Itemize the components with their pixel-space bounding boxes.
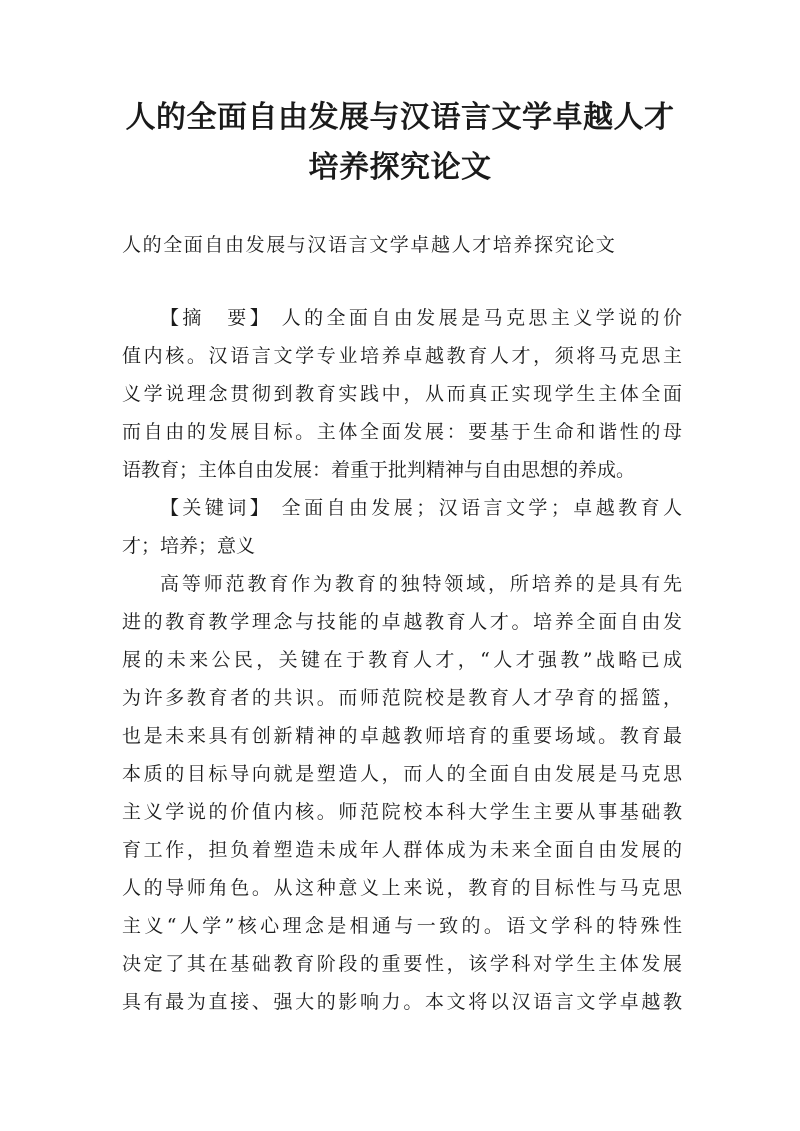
abstract-line: 【摘 要】 人的全面自由发展是马克思主义学说的价: [160, 307, 682, 329]
body-line: 具有最为直接、强大的影响力。本文将以汉语言文学卓越教: [122, 991, 682, 1013]
body-line: 为许多教育者的共识。而师范院校是教育人才孕育的摇篮，: [122, 687, 682, 709]
body-line: 也是未来具有创新精神的卓越教师培育的重要场域。教育最: [122, 725, 682, 747]
body-line: 主义学说的价值内核。师范院校本科大学生主要从事基础教: [122, 801, 682, 823]
body-line: 进的教育教学理念与技能的卓越教育人才。培养全面自由发: [122, 611, 682, 633]
body-line: 育工作，担负着塑造未成年人群体成为未来全面自由发展的: [122, 839, 682, 861]
body-line: 高等师范教育作为教育的独特领域，所培养的是具有先: [160, 573, 682, 595]
abstract-line: 语教育；主体自由发展：着重于批判精神与自由思想的养成。: [122, 459, 636, 481]
abstract-line: 义学说理念贯彻到教育实践中，从而真正实现学生主体全面: [122, 383, 682, 405]
document-title: [0, 93, 800, 193]
body-line: 人的导师角色。从这种意义上来说，教育的目标性与马克思: [122, 877, 682, 899]
body-line: 展的未来公民，关键在于教育人才，“人才强教”战略已成: [122, 649, 682, 671]
body-line: 本质的目标导向就是塑造人，而人的全面自由发展是马克思: [122, 763, 682, 785]
abstract-line: 而自由的发展目标。主体全面发展：要基于生命和谐性的母: [122, 421, 682, 443]
title-line-2: 培养探究论文: [308, 150, 492, 185]
document-subtitle: 人的全面自由发展与汉语言文学卓越人才培养探究论文: [122, 234, 617, 256]
body-line: 主义“人学”核心理念是相通与一致的。语文学科的特殊性: [122, 915, 682, 937]
body-line: 决定了其在基础教育阶段的重要性，该学科对学生主体发展: [122, 953, 682, 975]
abstract-line: 值内核。汉语言文学专业培养卓越教育人才，须将马克思主: [122, 345, 682, 367]
keywords-line: 才；培养；意义: [122, 535, 256, 557]
title-line-1: 人的全面自由发展与汉语言文学卓越人才: [125, 100, 675, 135]
keywords-line: 【关键词】 全面自由发展；汉语言文学；卓越教育人: [160, 497, 682, 519]
